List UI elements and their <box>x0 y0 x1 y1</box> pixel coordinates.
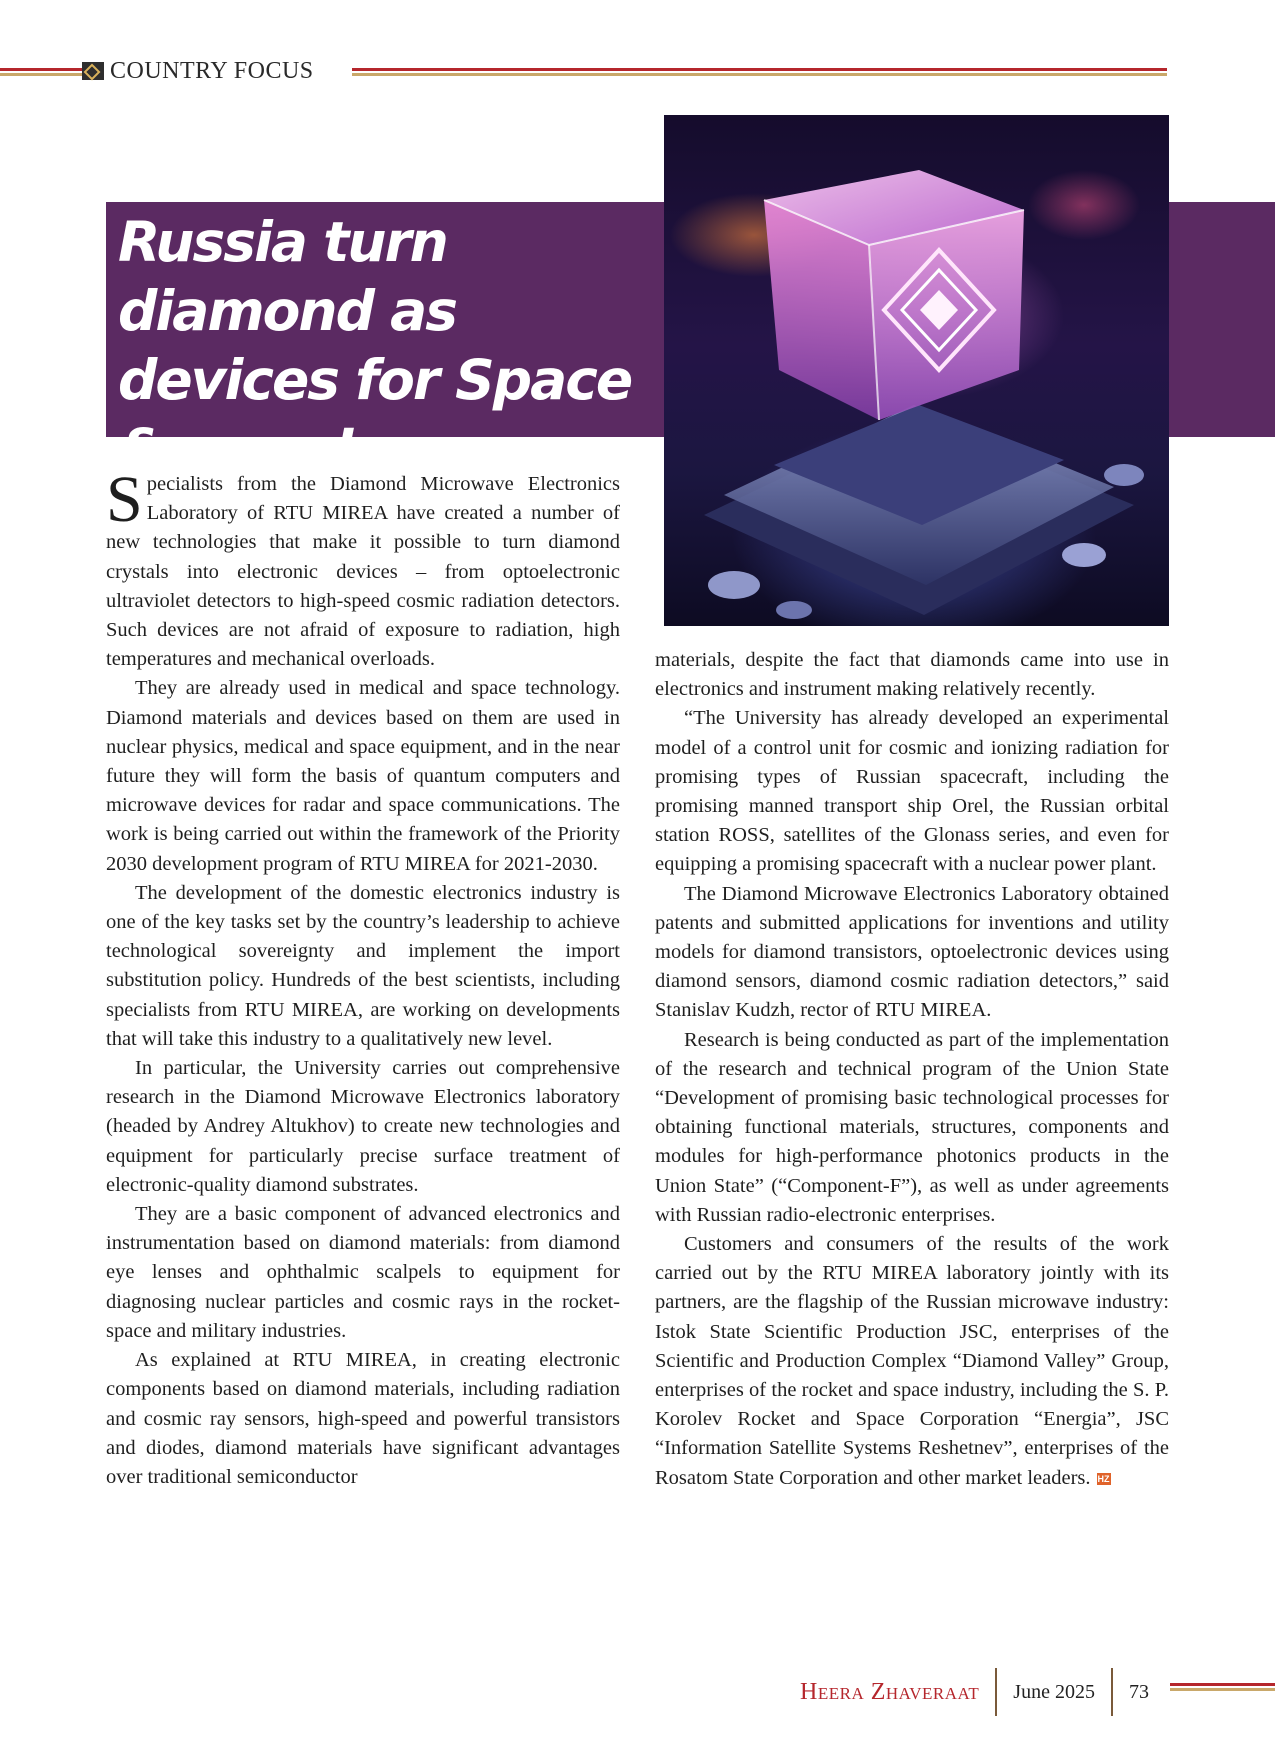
paragraph-9: The Diamond Microwave Electronics Laboratory obtained patents and submitted applications for inventions and utility models for diamond transistors, optoelectronic devices using diamond sensors, diamond cosmic radiation detectors,” said Stanislav Kudzh, rector of RTU MIREA. <box>655 882 1169 1022</box>
paragraph-1-text: pecialists from the Diamond Microwave Electronics Laboratory of RTU MIREA have created a number of new technologies that make it possible to turn diamond crystals into electronic devices – from optoelectronic ultraviolet detectors to high-speed cosmic radiation detectors. Such devices are not afraid of exposure to radiation, high temperatures and mechanical overloads. <box>106 473 620 671</box>
end-of-article-icon: HZ <box>1097 1473 1110 1484</box>
footer-rule <box>1170 1683 1275 1691</box>
hero-image <box>664 115 1169 626</box>
footer-divider <box>1111 1668 1113 1716</box>
page-number: 73 <box>1128 1680 1149 1703</box>
section-header <box>82 58 314 84</box>
paragraph-4: In particular, the University carries out comprehensive research in the Diamond Microwave Electronics laboratory (headed by Andrey Altukhov) to create new technologies and equipment for particularly precise surface treatment of electronic-quality diamond substrates. <box>106 1057 620 1196</box>
paragraph-3: The development of the domestic electronics industry is one of the key tasks set by the country’s leadership to achieve technological sovereignty and implement the import substitution policy. Hundreds of the best scientists, including specialists from RTU MIREA, are working on developments that will take this industry to a qualitatively new level. <box>106 881 620 1050</box>
drop-cap: S <box>106 463 143 536</box>
paragraph-1 <box>106 463 620 674</box>
section-label: COUNTRY FOCUS <box>110 57 314 84</box>
paragraph-11-text: Customers and consumers of the results of the work carried out by the RTU MIREA laboratory jointly with its partners, are the flagship of the Russian microwave industry: Istok State Scientific Production JSC, enterprises of the Scientific and Production Complex “Diamond Valley” Group, enterprises of the rocket and space industry, including the S. P. Korolev Rocket and Space Corporation “Energia”, JSC “Information Satellite Systems Reshetnev”, enterprises of the Rosatom State Corporation and other market leaders. <box>655 1233 1169 1489</box>
diamond-cube-illustration <box>664 115 1169 626</box>
paragraph-5: They are a basic component of advanced electronics and instrumentation based on diamond materials: from diamond eye lenses and ophthalmic scalpels to equipment for diagnosing nuclear particles and cosmic rays in the rocket-space and military industries. <box>106 1203 620 1342</box>
article-column-left <box>106 463 620 1492</box>
header-rule-right <box>352 68 1167 76</box>
paragraph-6: As explained at RTU MIREA, in creating electronic components based on diamond materials, including radiation and cosmic ray sensors, high-speed and powerful transistors and diodes, diamond materials have significant advantages over traditional semiconductor <box>106 1349 620 1488</box>
paragraph-7: materials, despite the fact that diamonds came into use in electronics and instrument making relatively recently. <box>655 649 1169 701</box>
paragraph-8: “The University has already developed an experimental model of a control unit for cosmic and ionizing radiation for promising types of Russian spacecraft, including the promising manned transport ship Orel, the Russian orbital station ROSS, satellites of the Glonass series, and even for equipping a promising spacecraft with a nuclear power plant. <box>655 707 1169 876</box>
paragraph-11 <box>655 1230 1169 1493</box>
gem-logo-icon <box>82 62 104 80</box>
issue-date: June 2025 <box>1013 1680 1095 1703</box>
article-title: Russia turn diamond as devices for Space & more! <box>118 210 632 481</box>
paragraph-10: Research is being conducted as part of the implementation of the research and technical program of the Union State “Development of promising basic technological processes for obtaining functional materials, structures, components and modules for high-performance photonics products in the Union State” (“Component-F”), as well as under agreements with Russian radio-electronic enterprises. <box>655 1028 1169 1226</box>
footer-divider <box>995 1668 997 1716</box>
header-rule-left <box>0 68 82 76</box>
page-footer <box>800 1666 1149 1718</box>
paragraph-2: They are already used in medical and space technology. Diamond materials and devices based on them are used in nuclear physics, medical and space equipment, and in the near future they will form the basis of quantum computers and microwave devices for radar and space communications. The work is being carried out within the framework of the Priority 2030 development program of RTU MIREA for 2021-2030. <box>106 677 620 875</box>
publication-name: Heera Zhaveraat <box>800 1678 980 1705</box>
article-column-right <box>655 646 1169 1493</box>
